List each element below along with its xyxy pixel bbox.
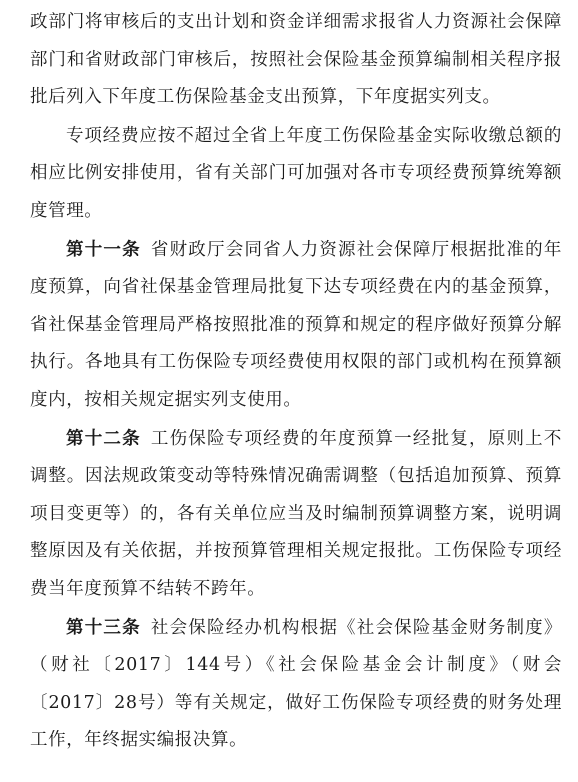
paragraph-text: 政部门将审核后的支出计划和资金详细需求报省人力资源社会保障部门和省财政部门审核后，按照社会保险基金预算编制相关程序报批后列入下年度工伤保险基金支出预算，下年度据实列支。 (30, 12, 562, 108)
article-number: 第十二条 (66, 428, 141, 449)
article-13 (30, 610, 562, 760)
article-12 (30, 421, 562, 609)
article-11 (30, 232, 562, 420)
paragraph-text: 专项经费应按不超过全省上年度工伤保险基金实际收缴总额的相应比例安排使用，省有关部门可加强对各市专项经费预算统筹额度管理。 (30, 125, 562, 221)
paragraph-special-fund (30, 118, 562, 231)
article-number: 第十三条 (66, 617, 141, 638)
article-text: 省财政厅会同省人力资源社会保障厅根据批准的年度预算，向省社保基金管理局批复下达专项经费在内的基金预算，省社保基金管理局严格按照批准的预算和规定的程序做好预算分解执行。各地具有工伤保险专项经费使用权限的部门或机构在预算额度内，按相关规定据实列支使用。 (30, 239, 563, 410)
article-text: 工伤保险专项经费的年度预算一经批复，原则上不调整。因法规政策变动等特殊情况确需调整（包括追加预算、预算项目变更等）的，各有关单位应当及时编制预算调整方案，说明调整原因及有关依据，并按预算管理相关规定报批。工伤保险专项经费当年度预算不结转不跨年。 (30, 428, 563, 599)
paragraph-continuation (30, 4, 562, 117)
article-number: 第十一条 (66, 239, 141, 260)
article-text: 社会保险经办机构根据《社会保险基金财务制度》（财社〔2017〕144号）《社会保险基金会计制度》（财会〔2017〕28号）等有关规定，做好工伤保险专项经费的财务处理工作，年终据实编报决算。 (30, 617, 563, 751)
